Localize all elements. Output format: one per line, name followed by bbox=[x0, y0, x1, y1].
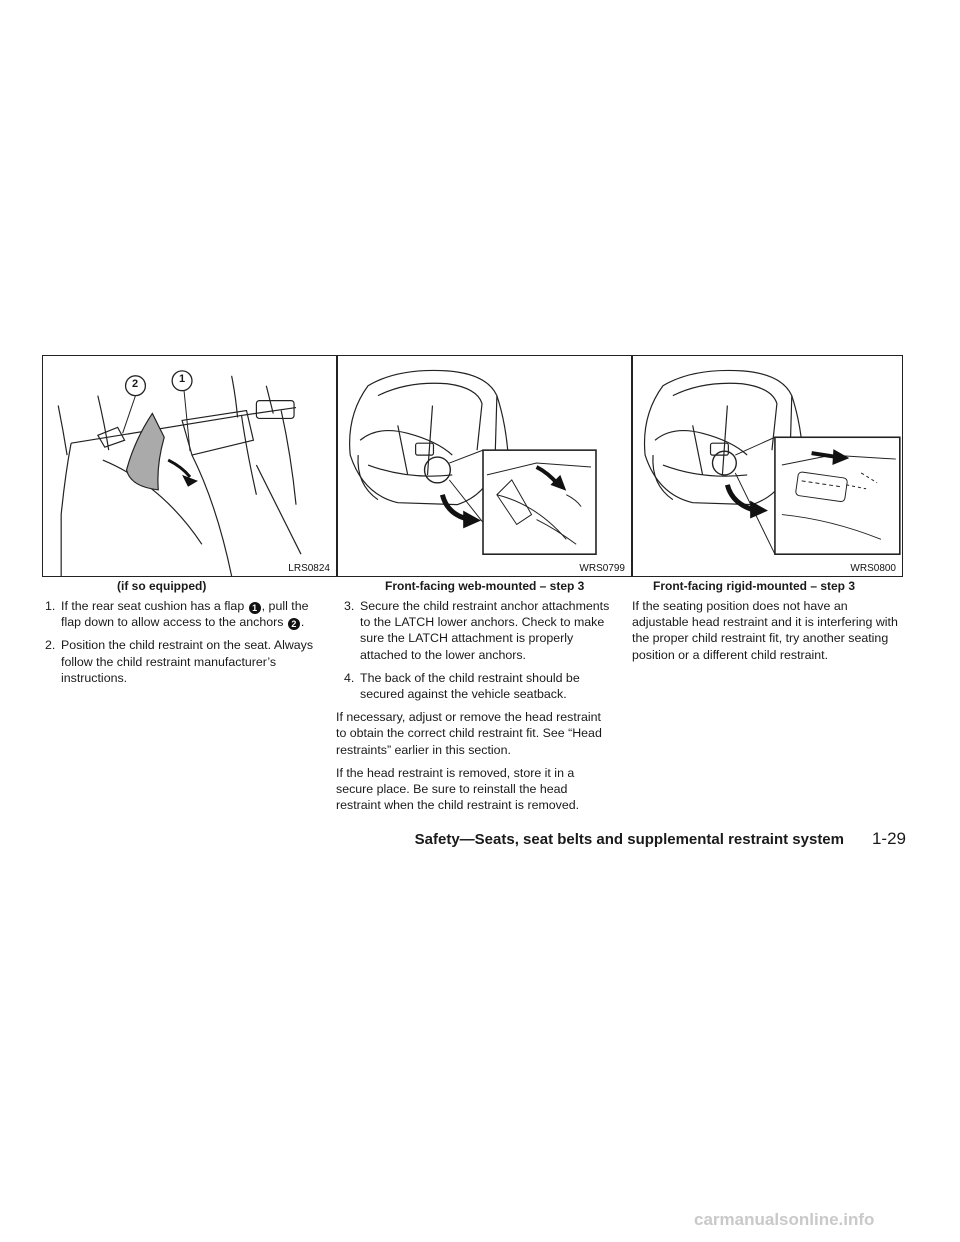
text-column-1 bbox=[37, 598, 325, 693]
list-item: 1. If the rear seat cushion has a flap 1 , pull the flap down to allow access to the anchors 2 . bbox=[45, 599, 309, 630]
section-title: Safety—Seats, seat belts and supplemental restraint system bbox=[414, 831, 844, 848]
text-column-2 bbox=[336, 598, 614, 820]
watermark: carmanualsonline.info bbox=[694, 1210, 875, 1229]
callout-2-icon: 2 bbox=[288, 618, 300, 630]
page-number: 1-29 bbox=[871, 829, 906, 848]
callout-1-icon: 1 bbox=[249, 602, 261, 614]
callout-2: 2 bbox=[132, 378, 139, 390]
figure-code: WRS0800 bbox=[850, 563, 896, 574]
paragraph: If necessary, adjust or remove the head restraint to obtain the correct child restraint fit. See “Head restraints” earlier in this section. bbox=[336, 710, 602, 757]
figure-caption-2: Front-facing web-mounted – step 3 bbox=[385, 579, 585, 593]
figure-code: WRS0799 bbox=[579, 563, 625, 574]
figure-rigid-mounted bbox=[632, 355, 903, 577]
figure-web-mounted bbox=[337, 355, 632, 577]
list-item: 2. Position the child restraint on the seat. Always follow the child restraint manufacturer’s instructions. bbox=[45, 638, 314, 685]
paragraph: If the seating position does not have an adjustable head restraint and it is interfering with the proper child restraint fit, try another seating position or a different child restraint. bbox=[632, 599, 898, 662]
list-item: 4. The back of the child restraint should be secured against the vehicle seatback. bbox=[344, 670, 580, 702]
callout-1: 1 bbox=[179, 373, 186, 385]
rigid-mounted-illustration bbox=[633, 356, 902, 576]
figure-code: LRS0824 bbox=[288, 563, 330, 574]
rear-seat-flap-illustration bbox=[43, 356, 336, 576]
list-item: 3. Secure the child restraint anchor attachments to the LATCH lower anchors. Check to make sure the LATCH attachment is properly attached to the lower anchors. bbox=[344, 599, 610, 662]
web-mounted-illustration bbox=[338, 356, 631, 576]
text-column-3 bbox=[632, 598, 904, 670]
paragraph: If the head restraint is removed, store it in a secure place. Be sure to reinstall the head restraint when the child restraint is removed. bbox=[336, 765, 580, 813]
page-footer bbox=[400, 827, 906, 853]
figure-caption-1: (if so equipped) bbox=[117, 579, 207, 593]
figure-caption-3: Front-facing rigid-mounted – step 3 bbox=[653, 579, 856, 593]
figure-rear-seat-flap bbox=[42, 355, 337, 577]
